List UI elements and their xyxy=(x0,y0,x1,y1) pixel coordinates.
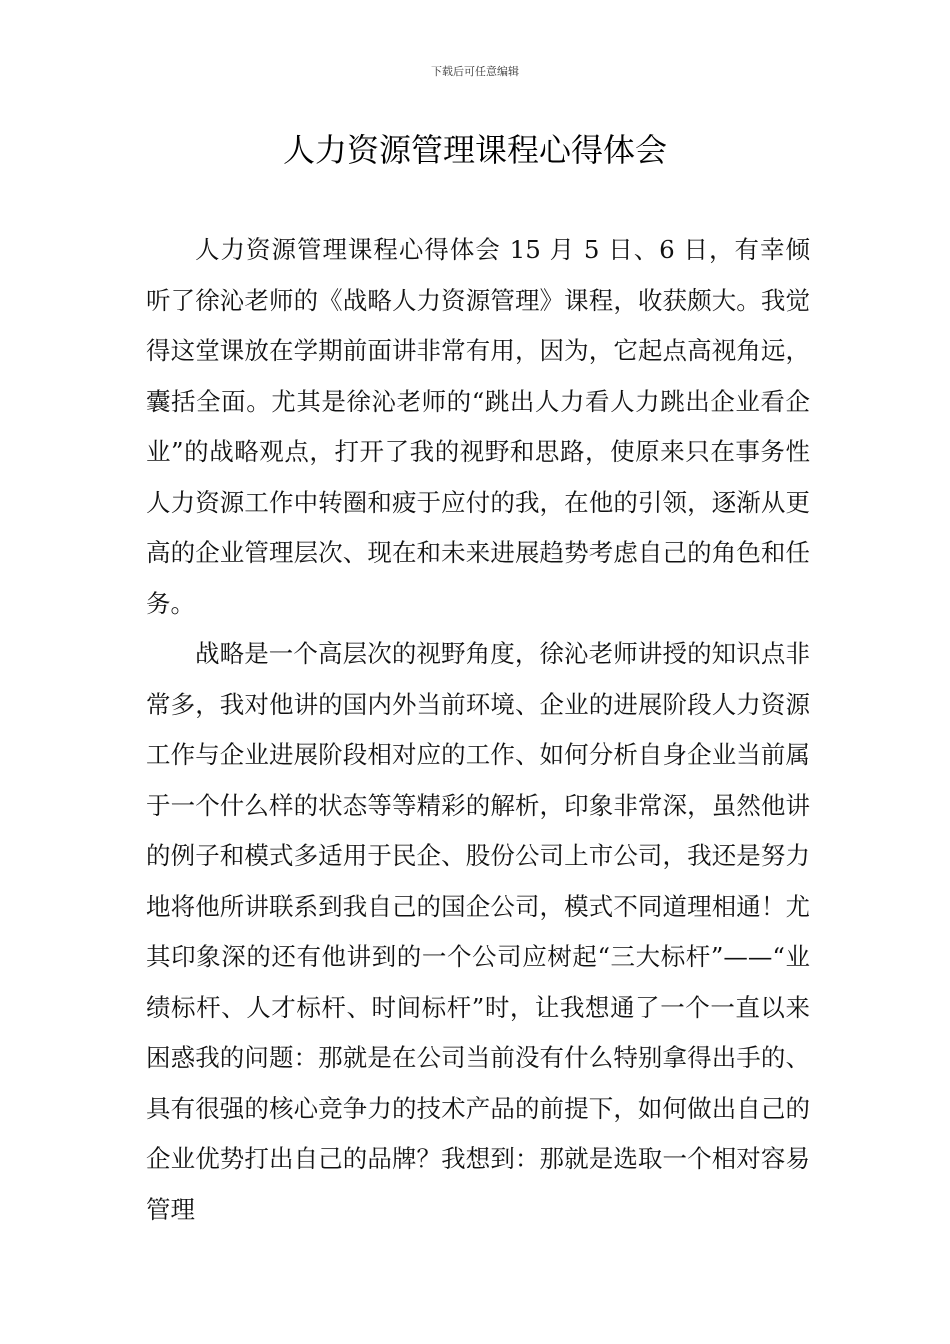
document-body xyxy=(146,225,810,1235)
paragraph: 战略是一个高层次的视野角度，徐沁老师讲授的知识点非常多，我对他讲的国内外当前环境、企业的进展阶段人力资源工作与企业进展阶段相对应的工作、如何分析自身企业当前属于一个什么样的状态等等精彩的解析，印象非常深，虽然他讲的例子和模式多适用于民企、股份公司上市公司，我还是努力地将他所讲联系到我自己的国企公司，模式不同道理相通！尤其印象深的还有他讲到的一个公司应树起“三大标杆”——“业绩标杆、人才标杆、时间标杆”时，让我想通了一个一直以来困惑我的问题：那就是在公司当前没有什么特别拿得出手的、具有很强的核心竞争力的技术产品的前提下，如何做出自己的企业优势打出自己的品牌？我想到：那就是选取一个相对容易管理 xyxy=(146,639,810,1224)
document-title: 人力资源管理课程心得体会 xyxy=(282,131,667,169)
header-note: 下载后可任意编辑 xyxy=(431,65,519,78)
paragraph: 人力资源管理课程心得体会 15 月 5 日、6 日，有幸倾听了徐沁老师的《战略人力资源管理》课程，收获颇大。我觉得这堂课放在学期前面讲非常有用，因为，它起点高视角远，囊括全面。尤其是徐沁老师的“跳出人力看人力跳出企业看企业”的战略观点，打开了我的视野和思路，使原来只在事务性人力资源工作中转圈和疲于应付的我，在他的引领，逐渐从更高的企业管理层次、现在和未来进展趋势考虑自己的角色和任务。 xyxy=(146,235,810,618)
